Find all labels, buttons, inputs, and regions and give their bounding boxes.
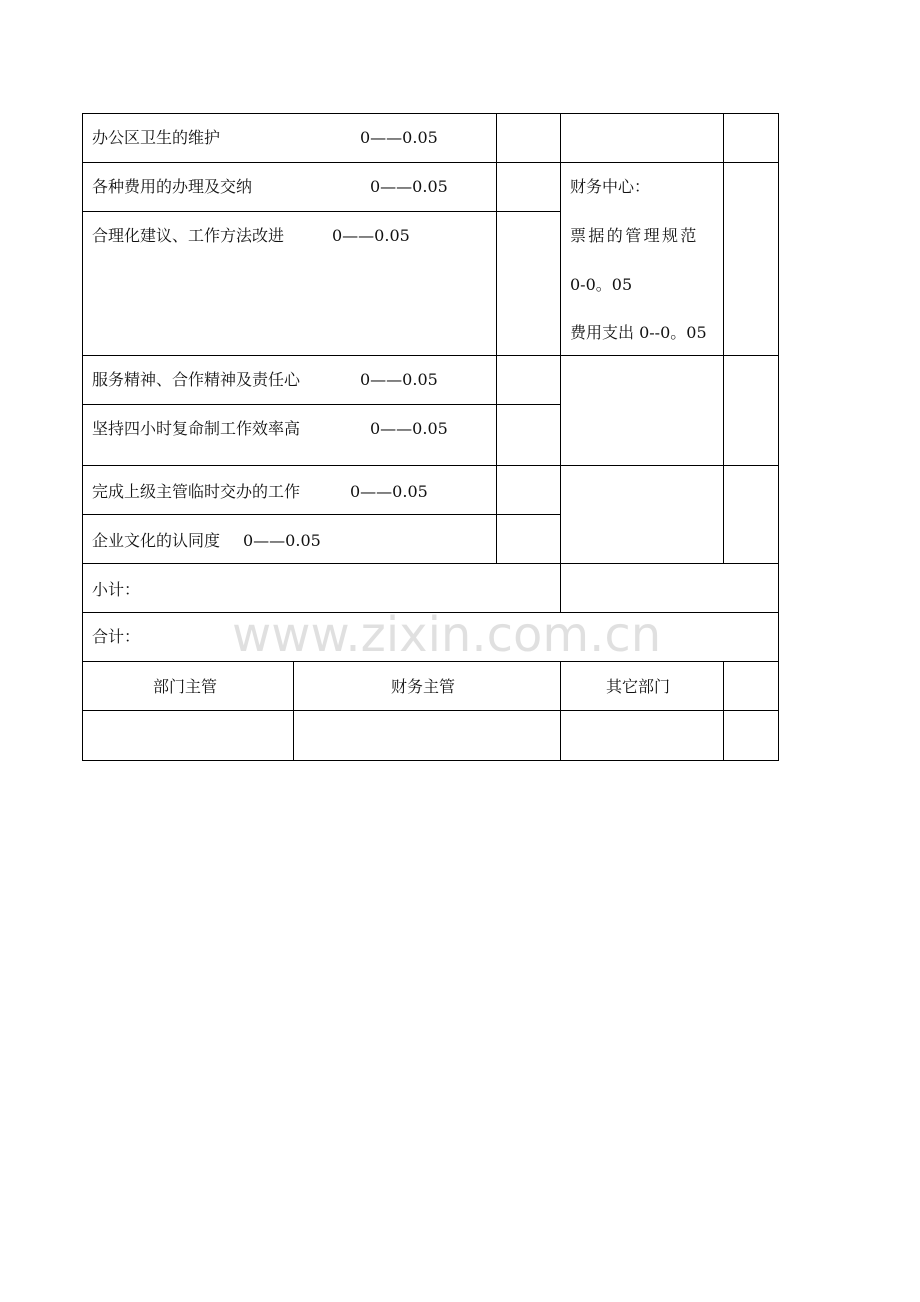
other-dept-label: 其它部门 <box>606 677 671 696</box>
score-range: 0——0.05 <box>243 531 321 550</box>
item-label: 服务精神、合作精神及责任心 <box>92 370 301 389</box>
item-label: 完成上级主管临时交办的工作 <box>92 482 301 501</box>
row-fee-handling <box>82 162 497 212</box>
score-range: 0——0.05 <box>360 370 438 389</box>
score-cell <box>496 404 561 466</box>
score-cell <box>496 514 561 564</box>
sign-blank-other <box>560 710 724 761</box>
finance-line-receipts: 票据的管理规范 <box>570 226 699 245</box>
score-range: 0——0.05 <box>350 482 428 501</box>
score-cell <box>496 162 561 212</box>
finance-line-expenses: 费用支出 0--0。05 <box>570 323 707 342</box>
score-range: 0——0.05 <box>370 419 448 438</box>
finance-center-cell <box>560 162 724 356</box>
score-cell <box>496 211 561 356</box>
remark-cell <box>560 355 724 466</box>
remark-cell <box>560 465 724 564</box>
watermark: www.zixin.com.cn <box>232 607 662 663</box>
row-temporary-tasks <box>82 465 497 515</box>
row-office-hygiene <box>82 113 497 163</box>
extra-cell <box>723 113 779 163</box>
item-label: 合理化建议、工作方法改进 <box>92 226 285 245</box>
extra-cell <box>723 661 779 711</box>
score-cell <box>496 355 561 405</box>
remark-cell <box>560 113 724 163</box>
extra-cell <box>723 465 779 564</box>
score-cell <box>496 465 561 515</box>
extra-cell <box>723 162 779 356</box>
item-label: 企业文化的认同度 <box>92 531 221 550</box>
row-service-spirit <box>82 355 497 405</box>
item-label: 各种费用的办理及交纳 <box>92 177 253 196</box>
sign-header-finance <box>293 661 561 711</box>
sign-blank-finance <box>293 710 561 761</box>
sign-header-dept <box>82 661 294 711</box>
extra-cell <box>723 355 779 466</box>
score-range: 0——0.05 <box>360 128 438 147</box>
sign-header-other <box>560 661 724 711</box>
dept-manager-label: 部门主管 <box>153 677 218 696</box>
evaluation-table <box>82 113 779 761</box>
subtotal-value-cell <box>560 563 779 613</box>
row-suggestions <box>82 211 497 356</box>
finance-manager-label: 财务主管 <box>391 677 456 696</box>
subtotal-label: 小计： <box>92 580 141 599</box>
score-cell <box>496 113 561 163</box>
item-label: 坚持四小时复命制工作效率高 <box>92 419 301 438</box>
sign-blank-dept <box>82 710 294 761</box>
row-work-efficiency <box>82 404 497 466</box>
subtotal-label-cell <box>82 563 561 613</box>
score-range: 0——0.05 <box>370 177 448 196</box>
row-corporate-culture <box>82 514 497 564</box>
extra-cell <box>723 710 779 761</box>
item-label: 办公区卫生的维护 <box>92 128 221 147</box>
total-label: 合计： <box>92 627 141 646</box>
finance-title: 财务中心： <box>570 177 651 196</box>
finance-line-receipts-score: 0-0。05 <box>570 275 633 294</box>
score-range: 0——0.05 <box>332 226 410 245</box>
